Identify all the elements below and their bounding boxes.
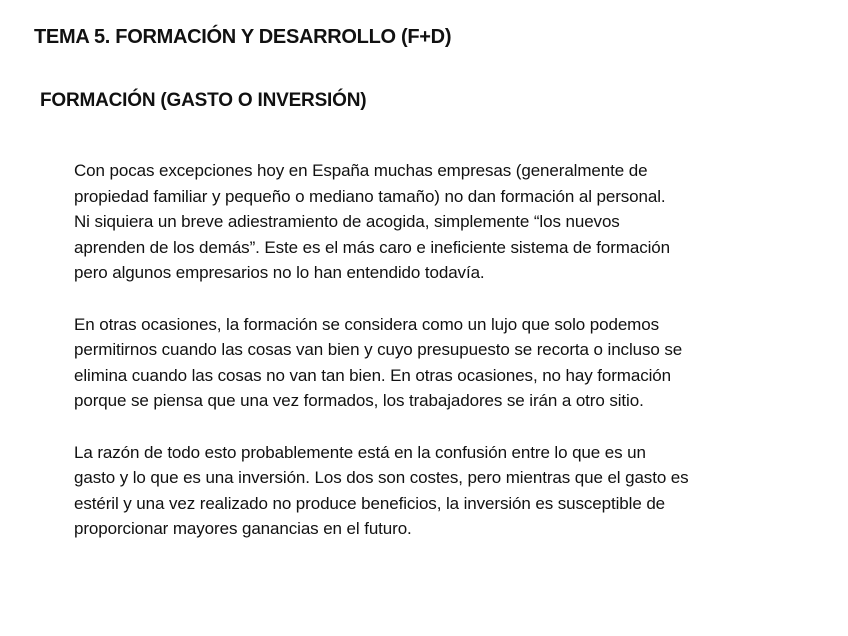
text-line: aprenden de los demás”. Este es el más caro e ineficiente sistema de formación: [74, 237, 671, 257]
text-line: En otras ocasiones, la formación se considera como un lujo que solo podemos: [74, 314, 660, 334]
paragraph-2: [74, 312, 784, 414]
text-line: La razón de todo esto probablemente está en la confusión entre lo que es un: [74, 442, 646, 462]
text-line: Ni siquiera un breve adiestramiento de acogida, simplemente “los nuevos: [74, 212, 620, 231]
paragraph-1: [74, 158, 784, 286]
text-line: elimina cuando las cosas no van tan bien. En otras ocasiones, no hay formación: [74, 365, 672, 385]
text-line: propiedad familiar y pequeño o mediano tamaño) no dan formación al personal.: [74, 186, 666, 206]
section-subtitle: FORMACIÓN (GASTO O INVERSIÓN): [40, 90, 367, 111]
text-line: porque se piensa que una vez formados, los trabajadores se irán a otro sitio.: [74, 391, 644, 410]
text-line: Con pocas excepciones hoy en España muchas empresas (generalmente de: [74, 161, 648, 180]
slide-body: [74, 158, 784, 568]
text-line: pero algunos empresarios no lo han entendido todavía.: [74, 263, 485, 282]
text-line: estéril y una vez realizado no produce beneficios, la inversión es susceptible de: [74, 493, 666, 513]
page-title: TEMA 5. FORMACIÓN Y DESARROLLO (F+D): [34, 26, 452, 48]
text-line: permitirnos cuando las cosas van bien y cuyo presupuesto se recorta o incluso se: [74, 340, 683, 359]
paragraph-3: [74, 440, 784, 542]
text-line: proporcionar mayores ganancias en el futuro.: [74, 519, 412, 538]
text-line: gasto y lo que es una inversión. Los dos son costes, pero mientras que el gasto es: [74, 468, 689, 487]
